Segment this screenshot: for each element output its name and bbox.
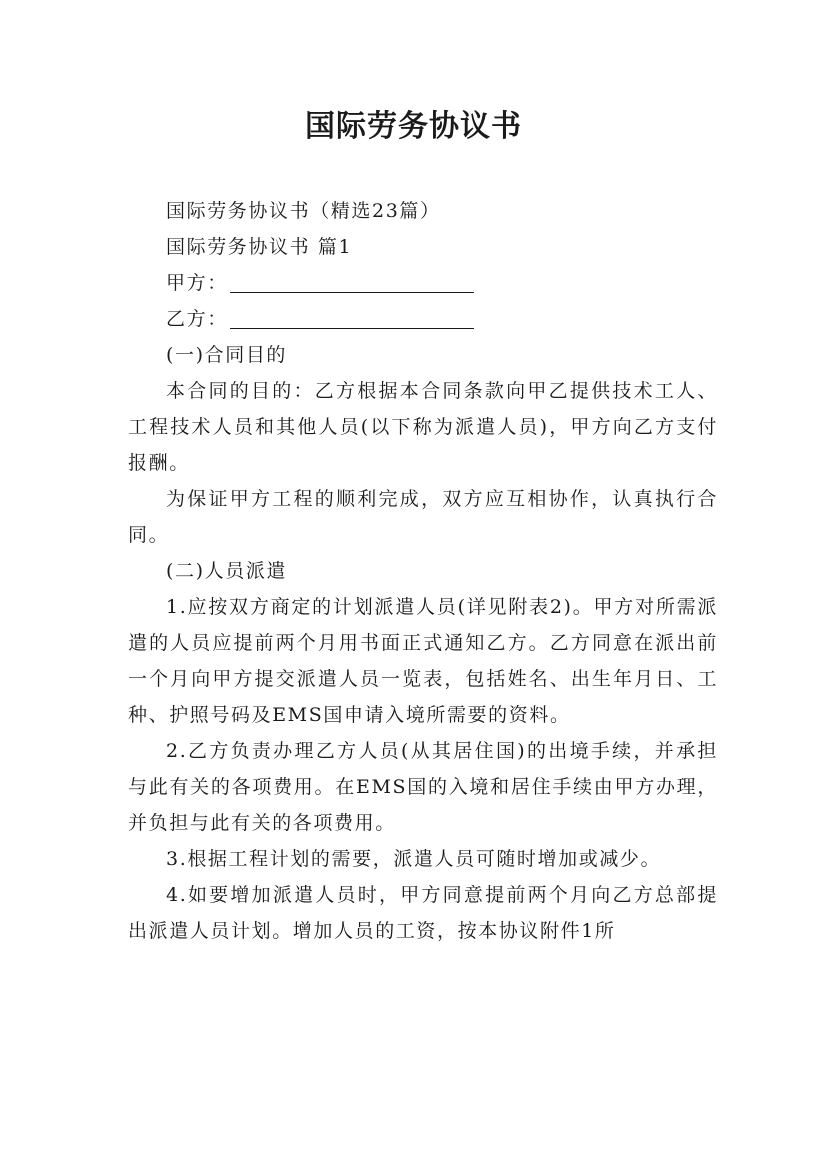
document-title: 国际劳务协议书 [305,109,522,144]
party-a-line [128,265,718,301]
clause-4: 4.如要增加派遣人员时，甲方同意提前两个月向乙方总部提出派遣人员计划。增加人员的工资，按本协议附件1所 [128,884,718,942]
document-body [128,193,718,949]
paragraph-purpose: 本合同的目的：乙方根据本合同条款向甲乙提供技术工人、工程技术人员和其他人员(以下称为派遣人员)，甲方向乙方支付报酬。 [128,380,718,474]
subtitle: 国际劳务协议书（精选23篇） [166,200,441,222]
clause-3: 3.根据工程计划的需要，派遣人员可随时增加或减少。 [166,848,662,870]
clause-2: 2.乙方负责办理乙方人员(从其居住国)的出境手续，并承担与此有关的各项费用。在EMS国的入境和居住手续由甲方办理，并负担与此有关的各项费用。 [128,740,718,834]
party-b-blank [230,306,474,329]
article-heading: 国际劳务协议书 篇1 [166,236,353,258]
party-a-label: 甲方： [166,272,228,294]
party-a-blank [230,270,474,293]
paragraph-cooperation: 为保证甲方工程的顺利完成，双方应互相协作，认真执行合同。 [128,488,718,546]
section1-heading: (一)合同目的 [166,344,288,366]
party-b-line [128,301,718,337]
party-b-label: 乙方： [166,308,228,330]
section2-heading: (二)人员派遣 [166,560,288,582]
clause-1: 1.应按双方商定的计划派遣人员(详见附表2)。甲方对所需派遣的人员应提前两个月用书面正式通知乙方。乙方同意在派出前一个月向甲方提交派遣人员一览表，包括姓名、出生年月日、工种、护照号码及EMS国申请入境所需要的资料。 [128,596,718,726]
